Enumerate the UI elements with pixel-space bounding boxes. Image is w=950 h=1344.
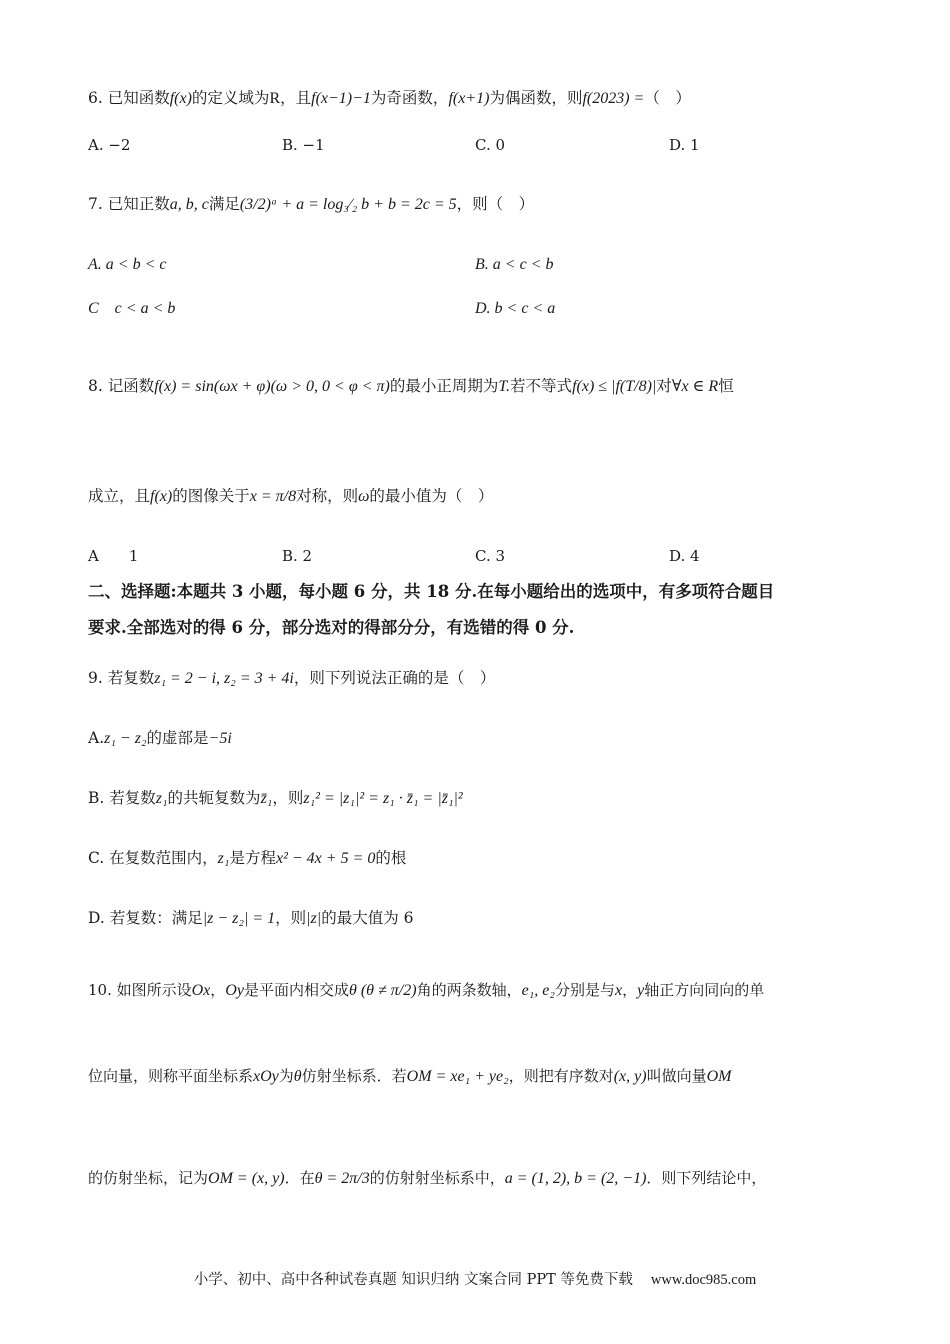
q9-c-equation: x² − 4x + 5 = 0 — [275, 850, 376, 867]
q6-text-3: 为奇函数， — [370, 89, 449, 107]
q10-text-e: ， — [622, 981, 638, 999]
q6-expr-target: f(2023) = — [582, 90, 645, 107]
q9-c-text-1: 是方程 — [229, 849, 276, 867]
q10-text-k: 叫做向量 — [646, 1067, 707, 1085]
q8-inequality: f(x) ≤ |f(T/8)| — [572, 378, 657, 395]
q10-theta-condition: θ (θ ≠ π/2) — [348, 982, 417, 999]
q9-b-text-1: 的共轭复数为 — [167, 789, 261, 807]
q10-text-m: ．在 — [284, 1169, 315, 1187]
q9-d-label: D. 若复数：满足 — [88, 909, 203, 927]
q10-text-o: ．则下列结论中， — [646, 1169, 767, 1187]
q9-b-conjugate: z̄₁ — [260, 790, 273, 807]
q10-text-h: 为 — [278, 1067, 294, 1085]
q8-line-1 — [88, 374, 860, 399]
q9-d-equation: |z − z₂| = 1 — [202, 910, 276, 927]
q8-text-g: 的图像关于 — [172, 487, 250, 505]
q10-ordered-pair: (x, y) — [613, 1068, 647, 1085]
footer-url[interactable]: www.doc985.com — [650, 1272, 757, 1288]
q8-option-a: A 1 — [88, 547, 139, 565]
q8-text-f: 成立，且 — [88, 487, 151, 505]
q10-text-a: 10. 如图所示设 — [88, 981, 192, 999]
q8-text-e: 恒 — [718, 377, 734, 395]
q9-a-expr: z₁ − z₂ — [104, 730, 147, 747]
q10-text-f: 轴正方向同向的单 — [644, 981, 765, 999]
q9-stem-text: 9. 若复数 — [88, 669, 155, 687]
q10-ox: Ox — [191, 982, 211, 999]
q7-option-c: C c < a < b — [88, 300, 176, 317]
q6-expr-odd: f(x−1)−1 — [311, 90, 371, 107]
q6-text-2: ，且 — [280, 89, 312, 107]
q10-theta: θ — [293, 1068, 302, 1085]
q9-text-1: ，则下列说法正确的是（ ） — [293, 669, 496, 687]
q8-function-def: f(x) = sin(ωx + φ)(ω > 0, 0 < φ < π) — [154, 378, 390, 395]
q9-c-text-2: 的根 — [375, 849, 407, 867]
q8-line-2 — [88, 484, 860, 509]
q9-option-a — [88, 726, 860, 751]
q10-y: y — [637, 982, 645, 999]
q10-text-c: 角的两条数轴， — [416, 981, 522, 999]
q9-option-b — [88, 786, 860, 811]
page-footer — [0, 1268, 950, 1289]
q10-text-d: 分别是与 — [554, 981, 615, 999]
q8-period: T. — [498, 378, 511, 395]
q7-text-1: 满足 — [208, 195, 240, 213]
q8-text-c: 若不等式 — [510, 377, 573, 395]
q10-om-coords: OM = (x, y) — [208, 1170, 285, 1187]
q7-stem — [88, 192, 860, 217]
q9-d-text-1: ，则 — [275, 909, 307, 927]
q6-text-4: 为偶函数，则 — [489, 89, 583, 107]
q7-option-b: B. a < c < b — [475, 256, 554, 273]
q9-a-label: A. — [88, 729, 105, 747]
q9-stem — [88, 666, 860, 691]
q9-b-label: B. 若复数 — [88, 789, 156, 807]
q6-option-c: C. 0 — [475, 136, 506, 154]
q6-option-b: B. −1 — [282, 136, 325, 154]
q10-oy: Oy — [225, 982, 244, 999]
section-2-heading-line-1: 二、选择题:本题共 3 小题，每小题 6 分，共 18 分.在每小题给出的选项中，有多项符合题目 — [88, 582, 775, 601]
q10-vectors-ab: a = (1, 2), b = (2, −1) — [504, 1170, 647, 1187]
q7-stem-text: 7. 已知正数 — [88, 195, 170, 213]
q9-c-label: C. 在复数范围内， — [88, 849, 218, 867]
q9-b-text-2: ，则 — [272, 789, 304, 807]
q6-R: R — [269, 90, 281, 107]
q6-option-a: A. −2 — [88, 136, 131, 154]
q7-option-d: D. b < c < a — [475, 300, 556, 317]
q9-d-abs: |z| — [306, 910, 322, 927]
q10-text-b: 是平面内相交成 — [243, 981, 349, 999]
q6-stem-text: 6. 已知函数 — [88, 89, 170, 107]
q9-option-c — [88, 846, 860, 871]
section-2-heading-line-2: 要求.全部选对的得 6 分，部分选对的得部分分，有选错的得 0 分. — [88, 618, 575, 637]
q6-expr-even: f(x+1) — [448, 90, 490, 107]
q8-forall: ∀x ∈ R — [671, 378, 719, 395]
q8-text-h: 对称，则 — [296, 487, 359, 505]
q7-vars: a, b, c — [169, 196, 209, 213]
q9-d-text-2: 的最大值为 6 — [321, 909, 414, 927]
q8-text-d: 对 — [656, 377, 672, 395]
q8-omega: ω — [358, 488, 370, 505]
q8-text-a: 8. 记函数 — [88, 377, 155, 395]
q8-fx: f(x) — [150, 488, 173, 505]
q10-om-equation: OM = xe₁ + ye₂ — [406, 1068, 509, 1085]
q10-text-l: 的仿射坐标，记为 — [88, 1169, 209, 1187]
q8-text-i: 的最小值为（ ） — [369, 487, 494, 505]
q6-stem — [88, 86, 860, 111]
q9-a-value: −5i — [208, 730, 232, 747]
q6-option-d: D. 1 — [669, 136, 700, 154]
q8-option-c: C. 3 — [475, 547, 506, 565]
q10-xoy: xOy — [253, 1068, 279, 1085]
q10-line-1 — [88, 978, 860, 1003]
footer-text: 小学、初中、高中各种试卷真题 知识归纳 文案合同 PPT 等免费下载 — [193, 1272, 633, 1288]
q7-option-a: A. a < b < c — [88, 256, 167, 273]
q10-line-2 — [88, 1064, 860, 1089]
q9-b-z1: z₁ — [155, 790, 168, 807]
q10-theta-value: θ = 2π/3 — [314, 1170, 370, 1187]
q10-text-j: ，则把有序数对 — [508, 1067, 614, 1085]
q9-complex-numbers: z₁ = 2 − i, z₂ = 3 + 4i — [154, 670, 294, 687]
q6-paren: （ ） — [644, 89, 691, 107]
q10-text-n: 的仿射射坐标系中， — [369, 1169, 505, 1187]
q10-line-3 — [88, 1166, 860, 1191]
q7-equation: (3/2)ᵃ + a = log₃⁄₂ b + b = 2c = 5 — [239, 196, 457, 213]
q10-unit-vectors: e₁, e₂ — [521, 982, 555, 999]
q6-fx: f(x) — [169, 90, 192, 107]
q10-x: x — [614, 982, 623, 999]
q8-text-b: 的最小正周期为 — [389, 377, 499, 395]
q10-om: OM — [706, 1068, 732, 1085]
q10-text-g: 位向量，则称平面坐标系 — [88, 1067, 254, 1085]
q10-text-i: 仿射坐标系．若 — [301, 1067, 407, 1085]
q8-symmetry-line: x = π/8 — [249, 488, 297, 505]
q9-option-d — [88, 906, 860, 931]
q9-b-equation: z₁² = |z₁|² = z₁ · z̄₁ = |z̄₁|² — [303, 790, 463, 807]
q8-option-d: D. 4 — [669, 547, 700, 565]
q9-c-z1: z₁ — [217, 850, 230, 867]
q10-sep: ， — [210, 981, 226, 999]
q9-a-text: 的虚部是 — [146, 729, 209, 747]
q7-text-2: ，则（ ） — [456, 195, 535, 213]
q6-text-1: 的定义域为 — [191, 89, 270, 107]
q8-option-b: B. 2 — [282, 547, 313, 565]
